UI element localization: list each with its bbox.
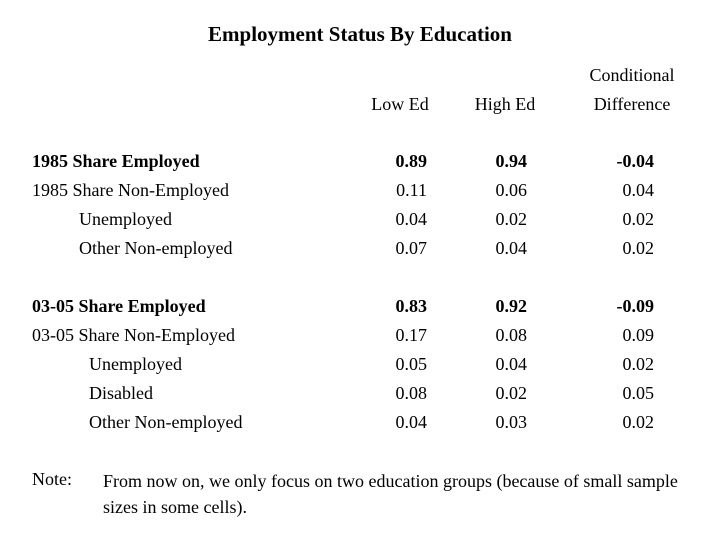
row-label-1985-share-non-employed: 1985 Share Non-Employed [32,180,229,200]
row-label-0305-share-employed: 03-05 Share Employed [32,296,206,316]
cell-1985-other-non-employed-high: 0.04 [495,238,527,258]
cell-0305-share-non-employed-high: 0.08 [495,325,527,345]
row-label-0305-other-non-employed: Other Non-employed [89,412,243,432]
cell-1985-share-employed-low: 0.89 [395,151,427,171]
note-label: Note: [32,469,72,489]
note-text: From now on, we only focus on two education groups (because of small sample sizes in some cells). [103,471,678,517]
cell-0305-other-non-employed-diff: 0.02 [622,412,654,432]
column-header-high-ed: High Ed [474,94,536,114]
cell-1985-share-employed-diff: -0.04 [616,151,654,171]
cell-1985-other-non-employed-low: 0.07 [395,238,427,258]
cell-1985-unemployed-low: 0.04 [395,209,427,229]
cell-1985-share-non-employed-high: 0.06 [495,180,527,200]
cell-1985-share-non-employed-diff: 0.04 [622,180,654,200]
cell-0305-share-non-employed-diff: 0.09 [622,325,654,345]
cell-0305-disabled-diff: 0.05 [622,383,654,403]
cell-0305-share-employed-low: 0.83 [395,296,427,316]
column-header-low-ed: Low Ed [371,94,429,114]
column-header-conditional-line2: Difference [593,94,671,114]
cell-1985-share-non-employed-low: 0.11 [396,180,427,200]
cell-0305-share-employed-diff: -0.09 [616,296,654,316]
cell-1985-unemployed-high: 0.02 [495,209,527,229]
row-label-0305-share-non-employed: 03-05 Share Non-Employed [32,325,235,345]
cell-0305-unemployed-diff: 0.02 [622,354,654,374]
row-label-0305-disabled: Disabled [89,383,153,403]
cell-1985-share-employed-high: 0.94 [495,151,527,171]
cell-1985-other-non-employed-diff: 0.02 [622,238,654,258]
cell-0305-disabled-low: 0.08 [395,383,427,403]
row-label-1985-other-non-employed: Other Non-employed [79,238,233,258]
cell-0305-other-non-employed-low: 0.04 [395,412,427,432]
cell-0305-share-non-employed-low: 0.17 [395,325,427,345]
cell-1985-unemployed-diff: 0.02 [622,209,654,229]
row-label-0305-unemployed: Unemployed [89,354,182,374]
cell-0305-disabled-high: 0.02 [495,383,527,403]
row-label-1985-share-employed: 1985 Share Employed [32,151,200,171]
cell-0305-other-non-employed-high: 0.03 [495,412,527,432]
cell-0305-share-employed-high: 0.92 [495,296,527,316]
column-header-conditional-line1: Conditional [589,65,675,85]
page-title: Employment Status By Education [208,22,512,46]
row-label-1985-unemployed: Unemployed [79,209,172,229]
cell-0305-unemployed-low: 0.05 [395,354,427,374]
cell-0305-unemployed-high: 0.04 [495,354,527,374]
